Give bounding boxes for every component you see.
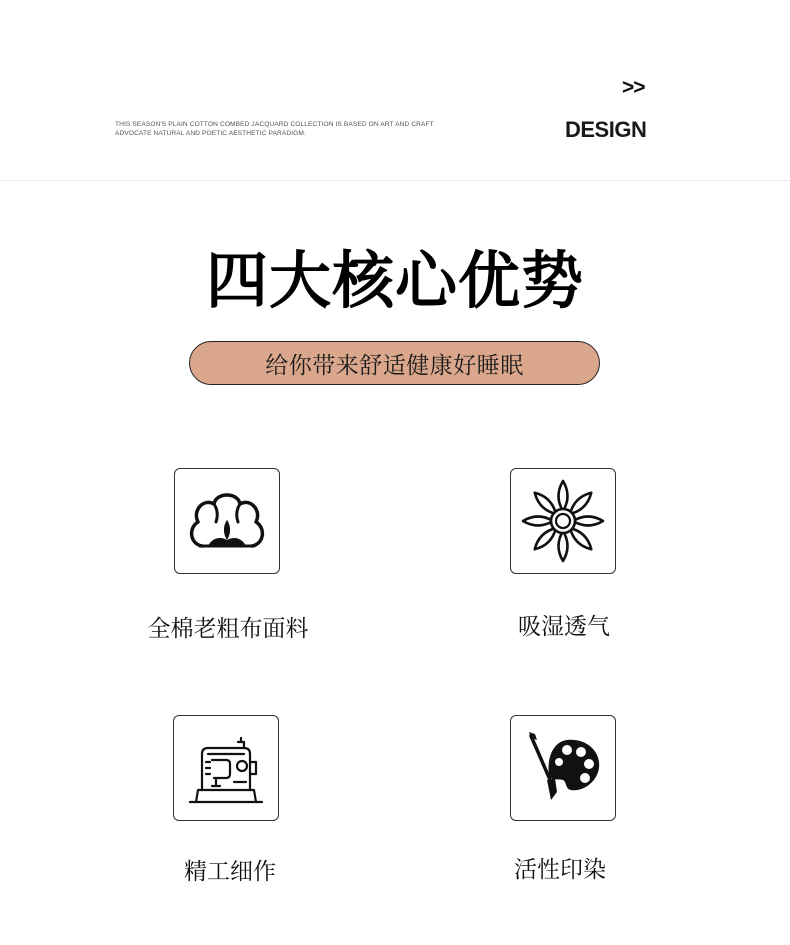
feature-box-craftsmanship — [173, 715, 279, 821]
feature-label-cotton: 全棉老粗布面料 — [147, 616, 309, 642]
tagline-line-2: ADVOCATE NATURAL AND POETIC AESTHETIC PARADIGM. — [115, 130, 306, 137]
page-title: 四大核心优势 — [205, 244, 584, 317]
sunflower-icon — [517, 475, 609, 567]
subtitle-text: 给你带来舒适健康好睡眠 — [265, 352, 524, 379]
sewing-machine-icon — [182, 724, 270, 812]
design-heading: DESIGN — [565, 117, 647, 142]
subtitle-pill — [189, 341, 600, 385]
feature-box-breathable — [510, 468, 616, 574]
feature-label-craftsmanship: 精工细作 — [184, 859, 276, 885]
feature-box-cotton — [174, 468, 280, 574]
feature-label-breathable: 吸湿透气 — [518, 614, 610, 640]
cotton-icon — [182, 476, 272, 566]
tagline-line-1: THIS SEASON'S PLAIN COTTON COMBED JACQUARD COLLECTION IS BASED ON ART AND CRAFT — [115, 121, 434, 128]
header-tagline — [115, 120, 495, 138]
double-arrow-icon: >> — [622, 76, 645, 99]
feature-box-dyeing — [510, 715, 616, 821]
paint-palette-icon — [517, 722, 609, 814]
header-band — [0, 0, 790, 181]
feature-label-dyeing: 活性印染 — [514, 857, 606, 883]
